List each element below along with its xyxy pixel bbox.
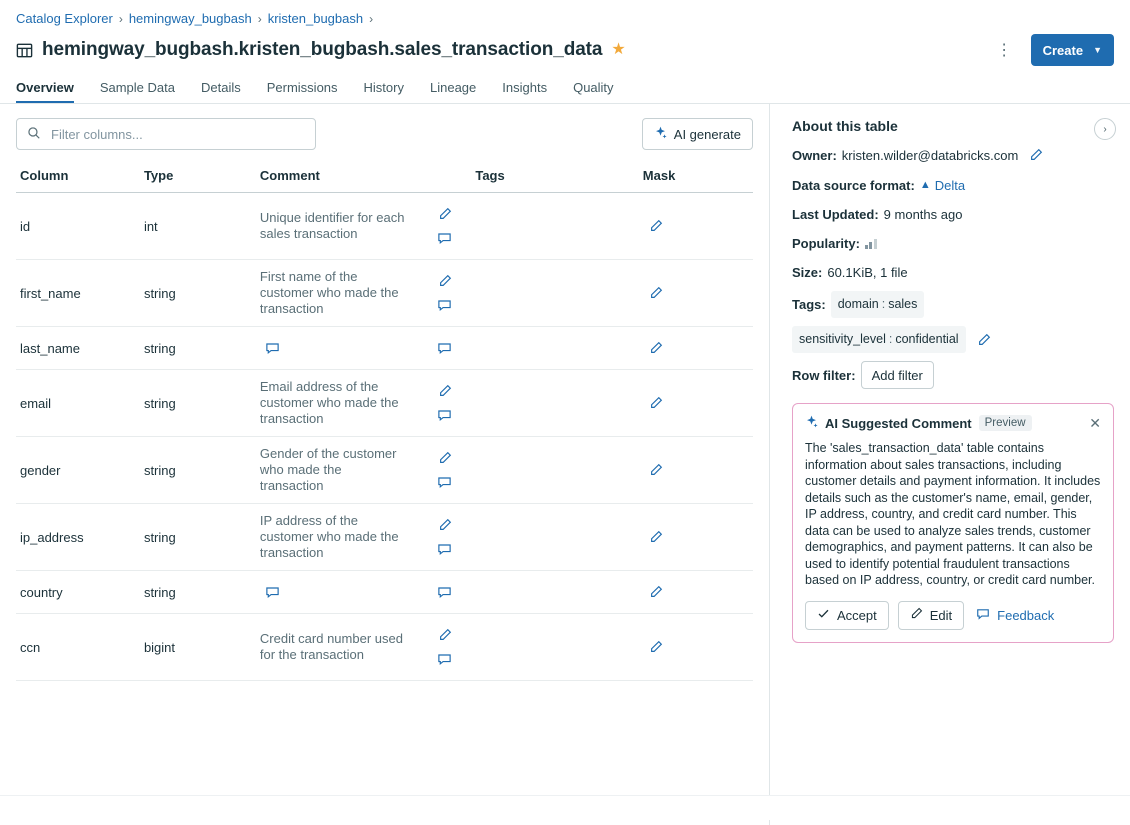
cell-comment-actions	[428, 260, 472, 327]
edit-comment-pencil-icon[interactable]	[432, 513, 458, 537]
meta-size	[792, 262, 1115, 283]
comment-thread-bubble-icon[interactable]	[432, 647, 458, 671]
columns-pane	[0, 104, 770, 825]
breadcrumb-item-hemingway-bugbash[interactable]: hemingway_bugbash	[129, 11, 252, 26]
ai-generate-label: AI generate	[674, 127, 741, 142]
cell-column-mask	[639, 327, 753, 370]
cell-column-tags	[471, 437, 638, 504]
breadcrumb	[0, 0, 1130, 26]
edit-label: Edit	[930, 608, 952, 623]
comment-text: Credit card number used for the transaction	[260, 631, 408, 663]
table-row	[16, 193, 753, 260]
format-label: Data source format:	[792, 175, 915, 196]
column-header-comment: Comment	[256, 168, 428, 193]
about-table-pane	[770, 104, 1130, 825]
table-row	[16, 571, 753, 614]
sparkle-icon	[654, 126, 667, 142]
cell-column-comment	[256, 614, 428, 681]
table-row	[16, 370, 753, 437]
comment-text: First name of the customer who made the transaction	[260, 269, 408, 317]
cell-column-name: first_name	[16, 260, 140, 327]
owner-label: Owner:	[792, 145, 837, 166]
comment-text: Email address of the customer who made the transaction	[260, 379, 408, 427]
table-body	[16, 193, 753, 681]
edit-mask-pencil-icon[interactable]	[643, 635, 669, 659]
cell-column-type: string	[140, 370, 256, 437]
tag-value: confidential	[895, 329, 958, 350]
cell-column-mask	[639, 571, 753, 614]
tab-sample-data[interactable]: Sample Data	[100, 80, 175, 103]
edit-tags-pencil-icon[interactable]	[971, 328, 997, 352]
create-button-label: Create	[1043, 43, 1083, 58]
tag-key: sensitivity_level	[799, 329, 886, 350]
comment-text: Unique identifier for each sales transaction	[260, 210, 408, 242]
edit-mask-pencil-icon[interactable]	[643, 580, 669, 604]
page-header-actions	[991, 34, 1114, 66]
cell-column-comment	[256, 327, 428, 370]
cell-column-mask	[639, 614, 753, 681]
edit-comment-pencil-icon[interactable]	[432, 623, 458, 647]
table-row	[16, 437, 753, 504]
popularity-label: Popularity:	[792, 233, 860, 254]
edit-button[interactable]	[898, 601, 964, 630]
meta-row-filter	[792, 361, 1115, 389]
cell-column-mask	[639, 260, 753, 327]
comment-thread-bubble-icon[interactable]	[432, 403, 458, 427]
cell-comment-actions	[428, 327, 472, 370]
ai-card-title: AI Suggested Comment	[825, 416, 972, 431]
ai-suggested-comment-card	[792, 403, 1114, 643]
column-header-tags: Tags	[471, 168, 638, 193]
cell-column-name: last_name	[16, 327, 140, 370]
preview-badge: Preview	[979, 415, 1032, 431]
cell-column-tags	[471, 571, 638, 614]
tag-chip-domain[interactable]	[831, 291, 925, 318]
feedback-link[interactable]	[976, 607, 1054, 624]
cell-column-tags	[471, 260, 638, 327]
comment-text: IP address of the customer who made the transaction	[260, 513, 408, 561]
delta-format-chip	[920, 175, 965, 196]
cell-column-type: int	[140, 193, 256, 260]
breadcrumb-item-catalog-explorer[interactable]: Catalog Explorer	[16, 11, 113, 26]
page-title: hemingway_bugbash.kristen_bugbash.sales_transaction_data	[42, 39, 602, 61]
row-filter-label: Row filter:	[792, 365, 856, 386]
meta-format	[792, 175, 1115, 196]
cell-column-type: string	[140, 571, 256, 614]
edit-mask-pencil-icon[interactable]	[643, 525, 669, 549]
cell-column-mask	[639, 437, 753, 504]
add-filter-button[interactable]: Add filter	[861, 361, 934, 389]
edit-comment-pencil-icon[interactable]	[432, 202, 458, 226]
comment-thread-bubble-icon[interactable]	[432, 537, 458, 561]
footer-strip	[0, 795, 1130, 820]
tab-history[interactable]: History	[364, 80, 404, 103]
feedback-label: Feedback	[997, 608, 1054, 623]
cell-column-name: country	[16, 571, 140, 614]
cell-column-tags	[471, 614, 638, 681]
column-header-type: Type	[140, 168, 256, 193]
meta-owner	[792, 143, 1115, 167]
edit-mask-pencil-icon[interactable]	[643, 391, 669, 415]
owner-value: kristen.wilder@databricks.com	[842, 145, 1018, 166]
tab-permissions[interactable]: Permissions	[267, 80, 338, 103]
cell-column-mask	[639, 370, 753, 437]
cell-column-type: string	[140, 437, 256, 504]
column-header-mask: Mask	[639, 168, 753, 193]
about-title: About this table	[792, 118, 898, 134]
check-icon	[817, 607, 830, 623]
cell-column-comment	[256, 193, 428, 260]
ai-card-actions	[805, 601, 1101, 630]
edit-mask-pencil-icon[interactable]	[643, 214, 669, 238]
cell-column-tags	[471, 193, 638, 260]
size-label: Size:	[792, 262, 822, 283]
table-header-row	[16, 168, 753, 193]
cell-column-name: id	[16, 193, 140, 260]
page-header	[0, 26, 1130, 66]
tab-lineage[interactable]: Lineage	[430, 80, 476, 103]
cell-column-tags	[471, 504, 638, 571]
table-row	[16, 327, 753, 370]
table-icon	[16, 42, 33, 59]
tab-quality[interactable]: Quality	[573, 80, 613, 103]
meta-last-updated	[792, 204, 1115, 225]
column-header-column: Column	[16, 168, 140, 193]
add-comment-bubble-icon[interactable]	[260, 336, 286, 360]
last-updated-value: 9 months ago	[884, 204, 963, 225]
cell-column-type: string	[140, 504, 256, 571]
cell-column-name: email	[16, 370, 140, 437]
tab-overview[interactable]: Overview	[16, 80, 74, 103]
ai-card-header	[805, 415, 1101, 431]
breadcrumb-separator-icon: ›	[258, 12, 262, 26]
comment-thread-bubble-icon[interactable]	[432, 336, 458, 360]
ai-generate-button[interactable]	[642, 118, 753, 150]
page-title-group	[16, 39, 991, 61]
pencil-icon	[910, 607, 923, 623]
cell-column-comment	[256, 260, 428, 327]
size-value: 60.1KiB, 1 file	[827, 262, 907, 283]
cell-column-type: string	[140, 260, 256, 327]
breadcrumb-separator-icon: ›	[119, 12, 123, 26]
tag-key: domain	[838, 294, 879, 315]
cell-column-type: bigint	[140, 614, 256, 681]
edit-comment-pencil-icon[interactable]	[432, 379, 458, 403]
cell-column-name: ip_address	[16, 504, 140, 571]
comment-thread-bubble-icon[interactable]	[432, 580, 458, 604]
search-icon	[27, 126, 41, 143]
cell-column-comment	[256, 370, 428, 437]
about-metadata	[792, 143, 1115, 389]
favorite-star-icon[interactable]: ★	[611, 42, 625, 58]
ai-card-body-text: The 'sales_transaction_data' table contains information about sales transactions, including customer details and payment information. It includes details such as the customer's name, email, gender, IP address, country, and credit card number. This data can be used to analyze sales trends, customer demographics, and payment patterns. It can also be used to identify potential fraudulent transactions based on IP address, country, or credit card number.	[805, 440, 1101, 589]
cell-column-mask	[639, 504, 753, 571]
cell-comment-actions	[428, 370, 472, 437]
tab-bar	[0, 66, 1130, 104]
page-body	[0, 104, 1130, 825]
columns-table	[16, 168, 753, 681]
edit-mask-pencil-icon[interactable]	[643, 336, 669, 360]
meta-popularity	[792, 233, 1115, 254]
edit-mask-pencil-icon[interactable]	[643, 458, 669, 482]
more-options-kebab-icon[interactable]: ⋮	[991, 36, 1019, 64]
table-row	[16, 614, 753, 681]
popularity-bars-icon	[865, 238, 877, 249]
table-row	[16, 260, 753, 327]
delta-triangle-icon: ▲	[920, 175, 931, 196]
comment-thread-bubble-icon[interactable]	[432, 293, 458, 317]
accept-label: Accept	[837, 608, 877, 623]
tag-separator: :	[889, 329, 892, 350]
edit-owner-pencil-icon[interactable]	[1023, 143, 1049, 167]
cell-comment-actions	[428, 437, 472, 504]
last-updated-label: Last Updated:	[792, 204, 879, 225]
columns-toolbar	[16, 118, 753, 150]
cell-column-tags	[471, 327, 638, 370]
cell-comment-actions	[428, 193, 472, 260]
sparkle-icon	[805, 415, 818, 431]
cell-column-name: ccn	[16, 614, 140, 681]
cell-column-comment	[256, 437, 428, 504]
comment-thread-bubble-icon[interactable]	[432, 226, 458, 250]
comment-text: Gender of the customer who made the transaction	[260, 446, 408, 494]
meta-tags-second	[792, 326, 1115, 353]
chevron-down-icon: ▼	[1093, 45, 1102, 55]
cell-comment-actions	[428, 614, 472, 681]
add-comment-bubble-icon[interactable]	[260, 580, 286, 604]
table-row	[16, 504, 753, 571]
search-input[interactable]	[49, 126, 305, 143]
tag-value: sales	[888, 294, 917, 315]
breadcrumb-item-kristen-bugbash[interactable]: kristen_bugbash	[268, 11, 363, 26]
comment-bubble-icon	[976, 607, 990, 624]
cell-comment-actions	[428, 571, 472, 614]
cell-column-comment	[256, 504, 428, 571]
collapse-panel-chevron-right-icon[interactable]: ›	[1094, 118, 1116, 140]
column-header-comment-edit	[428, 168, 472, 193]
edit-mask-pencil-icon[interactable]	[643, 281, 669, 305]
filter-columns-search[interactable]	[16, 118, 316, 150]
about-header	[792, 118, 1115, 134]
tag-chip-sensitivity-level[interactable]	[792, 326, 966, 353]
close-icon[interactable]: ✕	[1089, 416, 1101, 430]
edit-comment-pencil-icon[interactable]	[432, 446, 458, 470]
create-button[interactable]	[1031, 34, 1114, 66]
breadcrumb-separator-icon: ›	[369, 12, 373, 26]
accept-button[interactable]	[805, 601, 889, 630]
tab-insights[interactable]: Insights	[502, 80, 547, 103]
cell-column-tags	[471, 370, 638, 437]
tab-details[interactable]: Details	[201, 80, 241, 103]
cell-column-mask	[639, 193, 753, 260]
cell-column-comment	[256, 571, 428, 614]
cell-column-name: gender	[16, 437, 140, 504]
tag-separator: :	[882, 294, 885, 315]
meta-tags	[792, 291, 1115, 318]
comment-thread-bubble-icon[interactable]	[432, 470, 458, 494]
format-value: Delta	[935, 175, 965, 196]
cell-column-type: string	[140, 327, 256, 370]
tags-label: Tags:	[792, 294, 826, 315]
edit-comment-pencil-icon[interactable]	[432, 269, 458, 293]
cell-comment-actions	[428, 504, 472, 571]
